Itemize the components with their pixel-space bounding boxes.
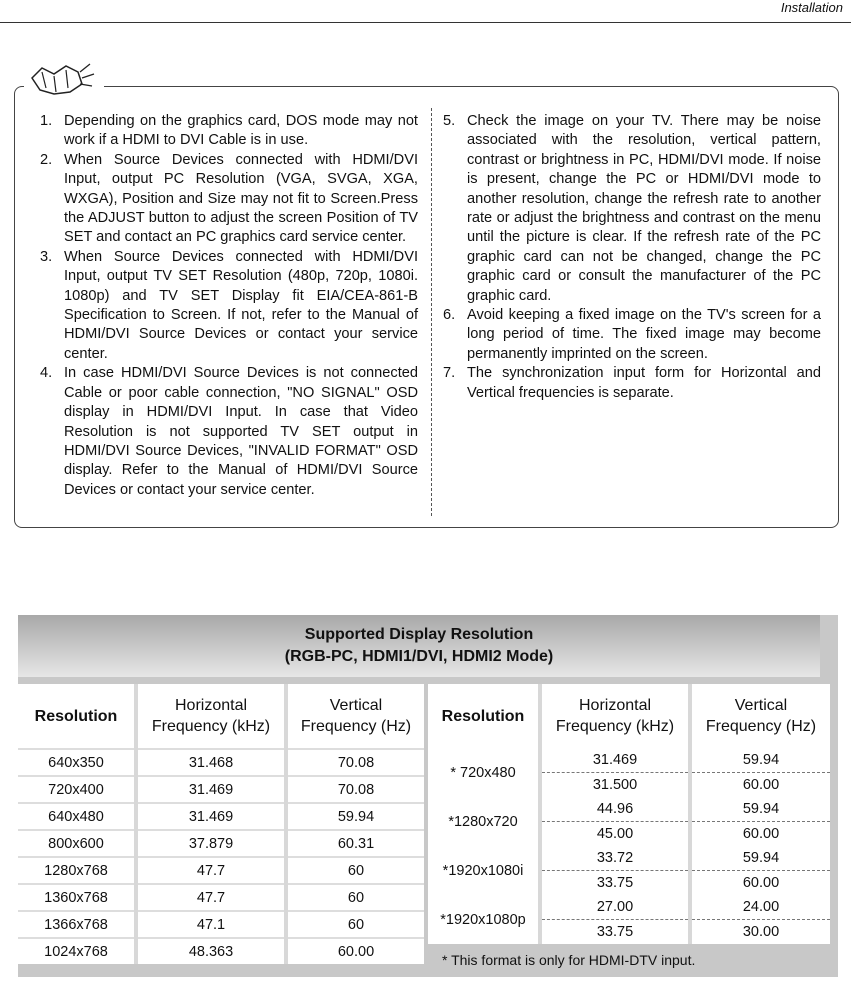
resolution-cell: *1280x720 (448, 813, 518, 830)
note-item (443, 306, 821, 364)
table-header-row (428, 684, 830, 748)
horizontal-cell: 31.468 (136, 749, 286, 776)
table-title-line1: Supported Display Resolution (304, 626, 534, 643)
horizontal-cell: 45.00 (540, 822, 690, 847)
notes-left-column (40, 112, 418, 500)
resolution-cell: *1920x1080i (442, 862, 524, 879)
note-number: 7. (443, 365, 456, 382)
vertical-cell: 60.00 (286, 938, 424, 964)
table-row (18, 776, 424, 803)
horizontal-header: Horizontal Frequency (kHz) (136, 684, 286, 749)
table-row (428, 846, 830, 871)
vertical-header: Vertical Frequency (Hz) (286, 684, 424, 749)
horizontal-cell: 27.00 (540, 895, 690, 920)
vertical-cell: 30.00 (690, 920, 830, 945)
vertical-cell: 59.94 (690, 797, 830, 822)
table-header-row (18, 684, 424, 749)
note-item (40, 151, 418, 248)
horizontal-cell: 33.75 (540, 871, 690, 896)
note-number: 1. (40, 113, 53, 129)
note-text: The synchronization input form for Horizontal and Vertical frequencies is separate. (467, 365, 821, 401)
note-text: Avoid keeping a fixed image on the TV's screen for a long period of time. The fixed image may become permanently imprinted on the screen. (467, 307, 821, 362)
resolution-cell: 640x350 (18, 749, 136, 776)
resolution-cell: 720x400 (18, 776, 136, 803)
vertical-cell: 60.00 (690, 871, 830, 896)
table-title-line2: (RGB-PC, HDMI1/DVI, HDMI2 Mode) (284, 648, 554, 665)
resolution-cell: 1360x768 (18, 884, 136, 911)
vertical-cell: 60 (286, 911, 424, 938)
note-number: 5. (443, 113, 456, 129)
note-hand-icon (24, 58, 104, 106)
vertical-cell: 60 (286, 884, 424, 911)
table-row (428, 748, 830, 773)
table-row (428, 797, 830, 822)
horizontal-cell: 33.72 (540, 846, 690, 871)
vertical-cell: 70.08 (286, 749, 424, 776)
note-item (443, 364, 821, 403)
vertical-cell: 60.00 (690, 773, 830, 798)
note-number: 4. (40, 365, 53, 382)
resolution-cell: 640x480 (18, 803, 136, 830)
note-number: 2. (40, 151, 53, 168)
horizontal-cell: 47.7 (136, 884, 286, 911)
resolution-table-left (18, 684, 424, 964)
note-item (40, 112, 418, 151)
resolution-cell: 1366x768 (18, 911, 136, 938)
horizontal-cell: 33.75 (540, 920, 690, 945)
note-text: When Source Devices connected with HDMI/DVI Input, output PC Resolution (VGA, SVGA, XGA, WXGA), Position and Size may not fit to Screen.Press the ADJUST button to adjust the screen Position of TV SET and contact an PC graphics card service center. (64, 151, 418, 246)
note-item (40, 248, 418, 364)
vertical-cell: 59.94 (690, 846, 830, 871)
table-row (428, 895, 830, 920)
note-item (443, 112, 821, 306)
table-row (18, 884, 424, 911)
note-text: Check the image on your TV. There may be noise associated with the resolution, vertical pattern, contrast or brightness in PC, HDMI/DVI mode. If noise is present, change the PC or HDMI/DVI mode to another resolution, change the refresh rate to another rate or adjust the brightness and contrast on the menu until the picture is clear. If the refresh rate of the PC graphic card can not be changed, change the PC graphic card or consult the manufacturer of the PC graphic card. (467, 113, 821, 304)
resolution-header: Resolution (441, 707, 525, 725)
table-row (18, 749, 424, 776)
vertical-cell: 24.00 (690, 895, 830, 920)
horizontal-cell: 48.363 (136, 938, 286, 964)
table-row (18, 938, 424, 964)
vertical-cell: 60.00 (690, 822, 830, 847)
horizontal-cell: 37.879 (136, 830, 286, 857)
horizontal-cell: 31.500 (540, 773, 690, 798)
horizontal-cell: 31.469 (136, 776, 286, 803)
table-row (18, 803, 424, 830)
resolution-cell: *1920x1080p (440, 911, 526, 928)
note-item (40, 364, 418, 500)
note-text: In case HDMI/DVI Source Devices is not connected Cable or poor cable connection, "NO SIGNAL" OSD display in HDMI/DVI Input. In case that Video Resolution is not supported TV SET output in HDMI/DVI Source Devices, "INVALID FORMAT" OSD display. Refer to the Manual of HDMI/DVI Source Devices or contact your service center. (64, 365, 418, 498)
horizontal-cell: 44.96 (540, 797, 690, 822)
table-title (18, 615, 820, 677)
horizontal-header: Horizontal Frequency (kHz) (540, 684, 690, 748)
vertical-cell: 60 (286, 857, 424, 884)
vertical-cell: 70.08 (286, 776, 424, 803)
note-text: When Source Devices connected with HDMI/DVI Input, output TV SET Resolution (480p, 720p, 1080i. 1080p) and TV SET Display fit EIA/CEA-861-B Specification to Screen. If not, refer to the Manual of HDMI/DVI Source Devices or contact your service center. (64, 248, 418, 362)
section-title: Installation (780, 0, 843, 15)
notes-divider (431, 108, 432, 516)
vertical-cell: 59.94 (286, 803, 424, 830)
resolution-cell: 1024x768 (18, 938, 136, 964)
horizontal-cell: 31.469 (540, 748, 690, 773)
resolution-cell: * 720x480 (450, 764, 516, 781)
vertical-cell: 59.94 (690, 748, 830, 773)
table-row (18, 857, 424, 884)
note-number: 3. (40, 248, 53, 265)
table-row (18, 830, 424, 857)
note-text: Depending on the graphics card, DOS mode may not work if a HDMI to DVI Cable is in use. (64, 113, 418, 149)
page-header (0, 0, 851, 23)
resolution-header: Resolution (34, 707, 118, 725)
vertical-cell: 60.31 (286, 830, 424, 857)
resolution-cell: 1280x768 (18, 857, 136, 884)
resolution-cell: 800x600 (18, 830, 136, 857)
notes-right-column (443, 112, 821, 403)
horizontal-cell: 31.469 (136, 803, 286, 830)
horizontal-cell: 47.7 (136, 857, 286, 884)
resolution-table-right (428, 684, 830, 944)
table-footnote: * This format is only for HDMI-DTV input. (442, 952, 696, 968)
note-number: 6. (443, 307, 456, 324)
horizontal-cell: 47.1 (136, 911, 286, 938)
vertical-header: Vertical Frequency (Hz) (690, 684, 830, 748)
table-row (18, 911, 424, 938)
